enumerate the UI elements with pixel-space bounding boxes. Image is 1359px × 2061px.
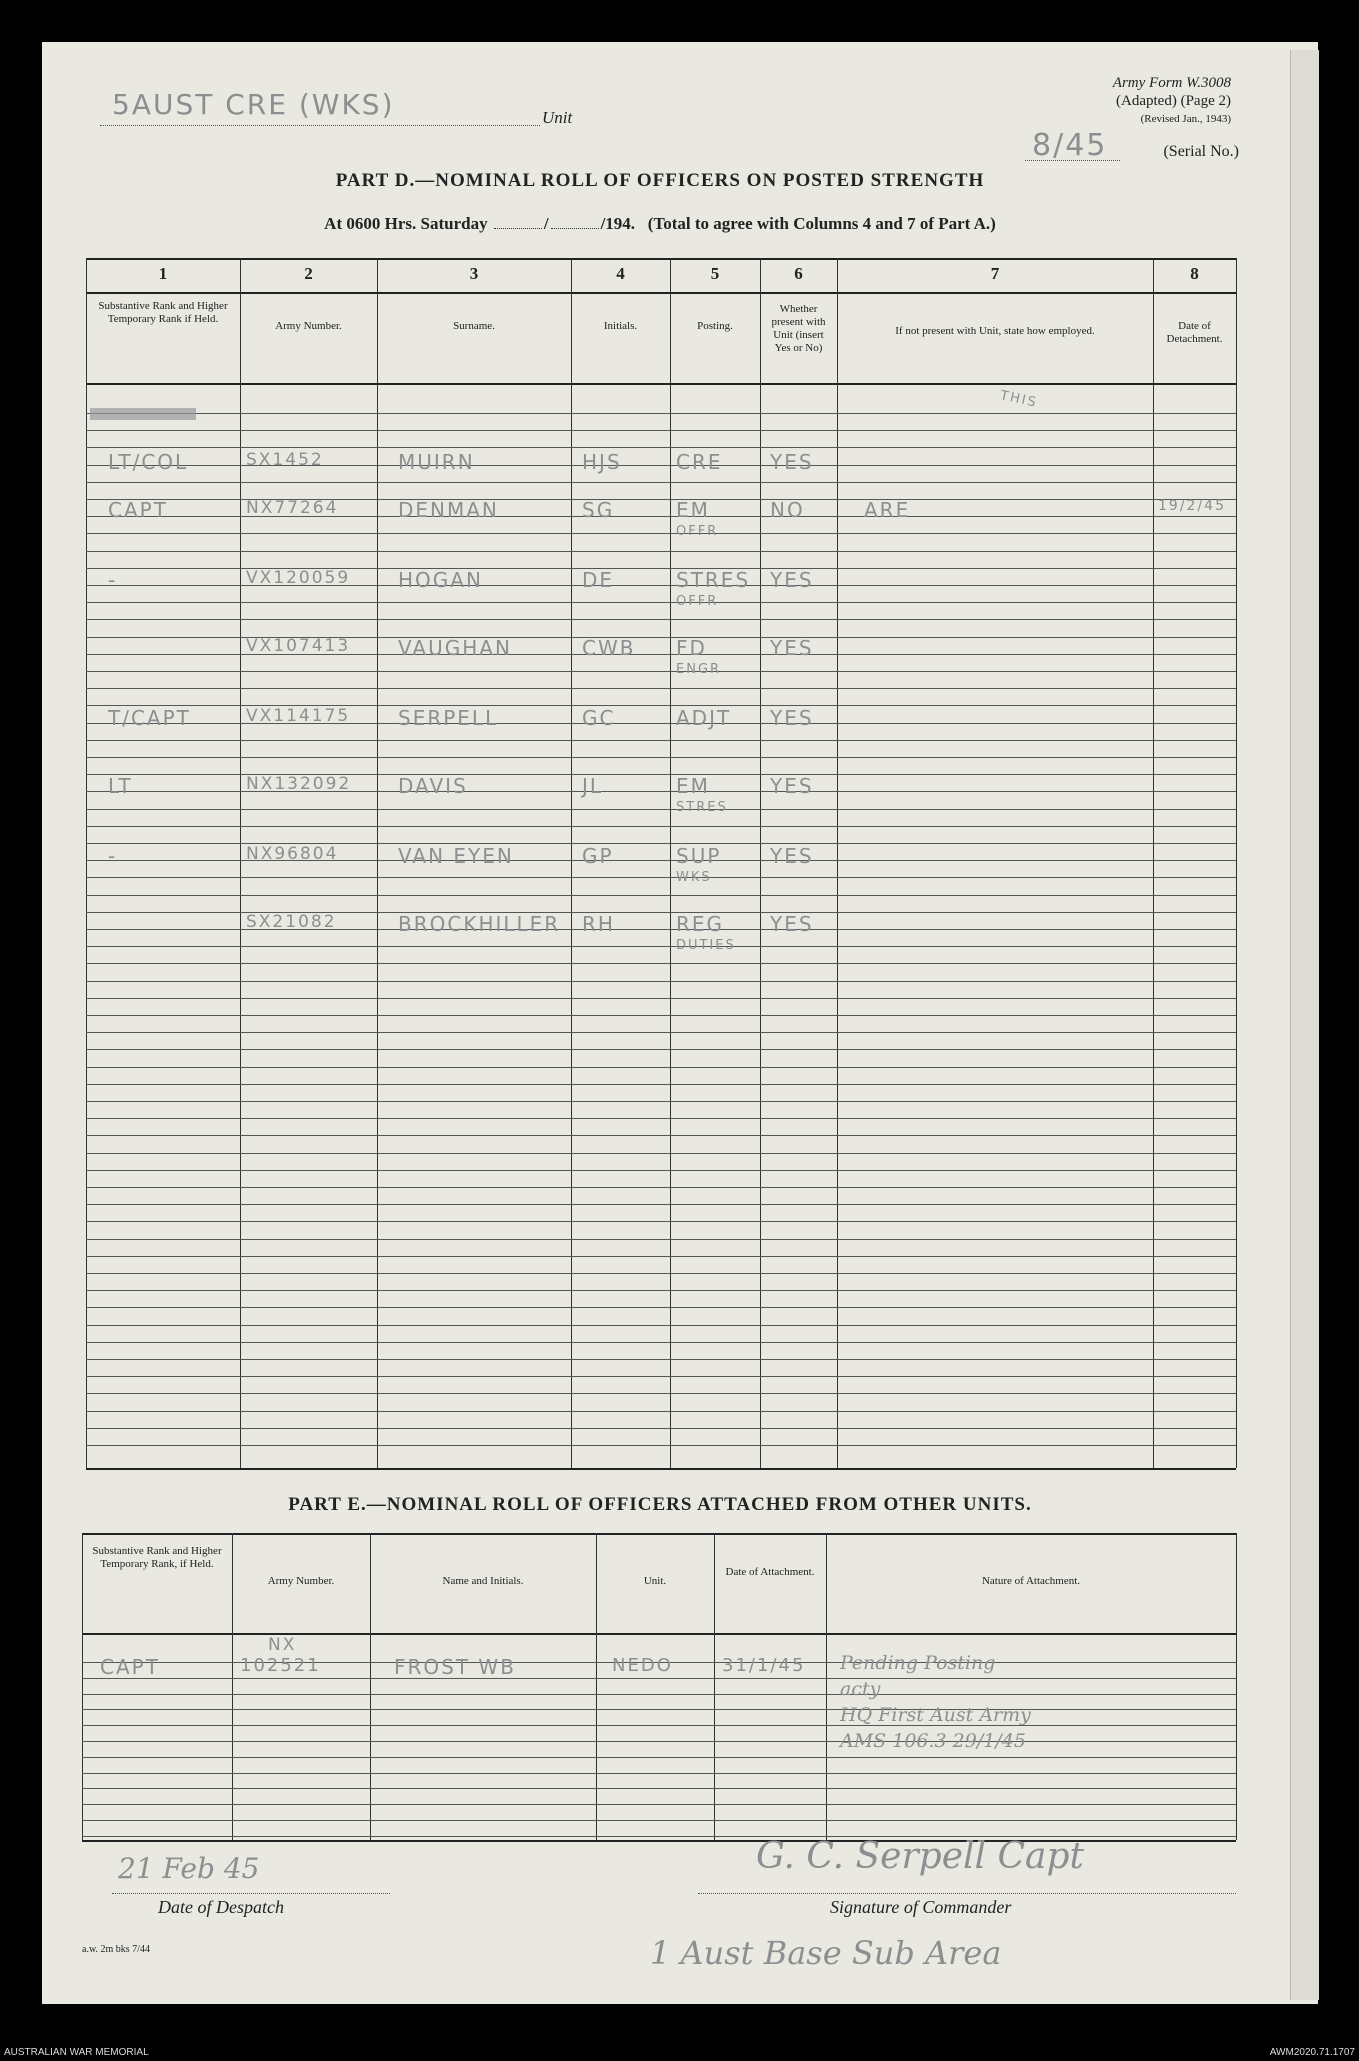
army-number-cell: VX107413: [246, 636, 351, 656]
initials-cell: CWB: [582, 636, 636, 660]
part-e-border-rule: [82, 1633, 1236, 1635]
present-cell: YES: [770, 912, 814, 936]
part-d-ruled-line: [86, 1101, 1236, 1102]
part-d-column-number: 3: [469, 264, 479, 283]
part-d-ruled-line: [86, 740, 1236, 741]
attached-rank-cell: CAPT: [100, 1655, 160, 1679]
part-e-column-line: [1236, 1533, 1237, 1840]
form-line-2: (Adapted) (Page 2): [1116, 93, 1231, 109]
army-number-cell: NX77264: [246, 498, 339, 518]
posting-cell: ADJT: [676, 706, 732, 730]
part-d-column-header: Initials.: [603, 320, 638, 332]
unit-handwritten: 5AUST CRE (WKS): [112, 88, 395, 121]
part-d-ruled-line: [86, 1118, 1236, 1119]
commander-signature: G. C. Serpell Capt: [756, 1836, 1085, 1877]
present-cell: YES: [770, 568, 814, 592]
print-reference: a.w. 2m bks 7/44: [82, 1944, 150, 1955]
part-d-column-number: 4: [616, 264, 625, 283]
part-d-ruled-line: [86, 430, 1236, 431]
detachment-date-cell: 19/2/45: [1158, 498, 1226, 514]
part-d-border-rule: [86, 258, 1236, 260]
posting-cell-line2: STRES: [676, 800, 728, 815]
army-number-cell: SX1452: [246, 450, 324, 470]
part-e-column-header: Unit.: [643, 1575, 667, 1587]
part-d-ruled-line: [86, 1256, 1236, 1257]
part-e-column-line: [232, 1533, 233, 1840]
present-cell: YES: [770, 844, 814, 868]
part-d-ruled-line: [86, 1445, 1236, 1446]
serial-dotted-line: [1025, 160, 1120, 161]
part-d-column-number: 2: [304, 264, 313, 283]
part-d-ruled-line: [86, 1170, 1236, 1171]
part-d-column-header: Date of Detachment.: [1166, 320, 1223, 345]
part-e-ruled-line: [82, 1741, 1236, 1742]
army-number-cell: VX114175: [246, 706, 351, 726]
part-d-border-rule: [86, 1468, 1236, 1470]
part-d-ruled-line: [86, 1307, 1236, 1308]
rank-cell: LT: [108, 774, 133, 798]
part-d-ruled-line: [86, 1049, 1236, 1050]
part-d-ruled-line: [86, 1067, 1236, 1068]
part-e-ruled-line: [82, 1757, 1236, 1758]
part-d-ruled-line: [86, 551, 1236, 552]
subtitle-note: (Total to agree with Columns 4 and 7 of Part A.): [647, 214, 996, 233]
archive-id: AWM2020.71.1707: [1269, 2047, 1355, 2058]
present-cell: YES: [770, 636, 814, 660]
part-d-ruled-line: [86, 963, 1236, 964]
part-e-column-header: Name and Initials.: [442, 1575, 524, 1587]
part-d-ruled-line: [86, 895, 1236, 896]
form-reference: [1113, 74, 1231, 128]
posting-cell: REG: [676, 912, 725, 936]
initials-cell: JL: [582, 774, 604, 798]
part-d-column-header: Surname.: [453, 320, 495, 332]
posting-cell: STRES: [676, 568, 751, 592]
underlying-sheet-edge: [1290, 50, 1319, 2000]
part-d-column-header: Substantive Rank and Higher Temporary Rank if Held.: [98, 300, 228, 325]
serial-label: (Serial No.): [1163, 143, 1239, 160]
part-d-ruled-line: [86, 1153, 1236, 1154]
part-e-column-line: [714, 1533, 715, 1840]
army-number-cell: VX120059: [246, 568, 351, 588]
initials-cell: DE: [582, 568, 615, 592]
part-d-column-line: [1153, 258, 1154, 1468]
part-e-ruled-line: [82, 1804, 1236, 1805]
surname-cell: DAVIS: [398, 774, 468, 798]
part-d-column-header: If not present with Unit, state how employed.: [895, 325, 1095, 337]
part-d-ruled-line: [86, 1135, 1236, 1136]
part-d-ruled-line: [86, 1032, 1236, 1033]
posting-cell-line2: DUTIES: [676, 938, 736, 953]
rank-cell: -: [108, 568, 118, 592]
part-d-column-line: [240, 258, 241, 1468]
part-d-column-number: 1: [158, 264, 168, 283]
part-d-ruled-line: [86, 482, 1236, 483]
part-e-ruled-line: [82, 1725, 1236, 1726]
part-d-ruled-line: [86, 1015, 1236, 1016]
part-d-column-line: [377, 258, 378, 1468]
part-d-ruled-line: [86, 1393, 1236, 1394]
signature-dotted-line: [698, 1893, 1236, 1894]
attached-nature-line: HQ First Aust Army: [840, 1704, 1031, 1726]
sub-area-handwritten: 1 Aust Base Sub Area: [650, 1934, 1002, 1972]
initials-cell: SG: [582, 498, 615, 522]
form-line-1: Army Form W.3008: [1112, 75, 1231, 91]
part-d-ruled-line: [86, 1376, 1236, 1377]
part-d-ruled-line: [86, 1325, 1236, 1326]
part-e-column-header: Army Number.: [267, 1575, 335, 1587]
part-e-column-line: [82, 1533, 83, 1840]
attached-number-prefix: NX: [268, 1635, 297, 1655]
part-d-ruled-line: [86, 981, 1236, 982]
attached-nature-line: AMS 106.3 29/1/45: [840, 1730, 1026, 1752]
surname-cell: MUIRN: [398, 450, 475, 474]
part-d-ruled-line: [86, 757, 1236, 758]
posting-cell: EM: [676, 774, 710, 798]
employment-cell: ARE: [864, 498, 911, 522]
part-e-column-line: [596, 1533, 597, 1840]
posting-cell-line2: WKS: [676, 870, 712, 885]
part-d-subtitle: At 0600 Hrs. Saturday / /194. (Total to agree with Columns 4 and 7 of Part A.): [324, 214, 996, 233]
part-d-title: PART D.—NOMINAL ROLL OF OFFICERS ON POSTED STRENGTH: [335, 170, 985, 191]
part-d-ruled-line: [86, 447, 1236, 448]
attached-date-cell: 31/1/45: [722, 1655, 806, 1676]
present-cell: YES: [770, 450, 814, 474]
serial-handwritten: 8/45: [1032, 128, 1108, 163]
subtitle-time: At 0600 Hrs. Saturday: [324, 214, 488, 233]
part-d-ruled-line: [86, 1239, 1236, 1240]
unit-dotted-line: [100, 125, 540, 126]
part-d-ruled-line: [86, 877, 1236, 878]
part-d-ruled-line: [86, 602, 1236, 603]
posting-cell-line2: OFFR: [676, 594, 719, 609]
part-d-ruled-line: [86, 1411, 1236, 1412]
attached-nature-line: acty: [840, 1678, 881, 1700]
part-d-ruled-line: [86, 998, 1236, 999]
present-cell: YES: [770, 774, 814, 798]
rank-cell: T/CAPT: [108, 706, 191, 730]
subtitle-year: /194.: [600, 214, 636, 233]
posting-cell: CRE: [676, 450, 723, 474]
part-e-column-header: Nature of Attachment.: [981, 1575, 1081, 1587]
part-d-ruled-line: [86, 688, 1236, 689]
surname-cell: SERPELL: [398, 706, 499, 730]
part-d-ruled-line: [86, 1084, 1236, 1085]
part-d-ruled-line: [86, 1187, 1236, 1188]
part-d-border-rule: [86, 292, 1236, 294]
part-e-column-line: [370, 1533, 371, 1840]
initials-cell: RH: [582, 912, 615, 936]
part-d-column-header: Whether present with Unit (insert Yes or No): [771, 303, 826, 354]
posting-cell: SUP: [676, 844, 722, 868]
army-number-cell: SX21082: [246, 912, 337, 932]
part-d-column-number: 6: [794, 264, 803, 283]
part-e-border-rule: [82, 1533, 1236, 1535]
struck-out-entry: [90, 408, 196, 420]
part-d-ruled-line: [86, 1221, 1236, 1222]
posting-cell: EM: [676, 498, 710, 522]
despatch-dotted-line: [112, 1893, 390, 1894]
army-number-cell: NX132092: [246, 774, 352, 794]
part-e-ruled-line: [82, 1678, 1236, 1679]
part-d-ruled-line: [86, 533, 1236, 534]
part-d-ruled-line: [86, 826, 1236, 827]
surname-cell: HOGAN: [398, 568, 483, 592]
rank-cell: CAPT: [108, 498, 168, 522]
surname-cell: DENMAN: [398, 498, 499, 522]
part-d-ruled-line: [86, 1290, 1236, 1291]
part-d-ruled-line: [86, 1428, 1236, 1429]
form-line-3: (Revised Jan., 1943): [1140, 113, 1231, 125]
part-d-ruled-line: [86, 1273, 1236, 1274]
part-d-column-number: 7: [990, 264, 1000, 283]
signature-label: Signature of Commander: [830, 1897, 1012, 1917]
part-d-column-number: 8: [1190, 264, 1199, 283]
initials-cell: GC: [582, 706, 616, 730]
part-d-column-line: [670, 258, 671, 1468]
part-e-column-header: Date of Attachment.: [725, 1566, 815, 1578]
despatch-label: Date of Despatch: [158, 1897, 284, 1917]
part-d-column-line: [571, 258, 572, 1468]
present-cell: NO: [770, 498, 805, 522]
part-d-column-header: Army Number.: [275, 320, 342, 332]
archive-name: AUSTRALIAN WAR MEMORIAL: [4, 2047, 149, 2058]
part-d-ruled-line: [86, 413, 1236, 414]
part-e-ruled-line: [82, 1694, 1236, 1695]
part-d-ruled-line: [86, 619, 1236, 620]
part-d-ruled-line: [86, 946, 1236, 947]
surname-cell: VAUGHAN: [398, 636, 512, 660]
part-d-ruled-line: [86, 671, 1236, 672]
present-cell: YES: [770, 706, 814, 730]
rank-cell: -: [108, 844, 118, 868]
archive-caption-bar: [0, 2044, 1359, 2061]
initials-cell: GP: [582, 844, 614, 868]
surname-cell: VAN EYEN: [398, 844, 514, 868]
attached-nature-line: Pending Posting: [840, 1652, 996, 1674]
attached-name-cell: FROST WB: [394, 1655, 516, 1679]
part-e-column-line: [826, 1533, 827, 1840]
despatch-date-handwritten: 21 Feb 45: [118, 1852, 260, 1885]
attached-number-cell: 102521: [240, 1655, 321, 1676]
part-d-ruled-line: [86, 1342, 1236, 1343]
attached-unit-cell: NEDO: [612, 1655, 673, 1676]
posting-cell-line2: ENGR: [676, 662, 722, 677]
part-e-ruled-line: [82, 1709, 1236, 1710]
rank-cell: LT/COL: [108, 450, 189, 474]
part-e-title: PART E.—NOMINAL ROLL OF OFFICERS ATTACHED FROM OTHER UNITS.: [288, 1494, 1032, 1515]
part-e-ruled-line: [82, 1788, 1236, 1789]
part-d-column-number: 5: [710, 264, 720, 283]
surname-cell: BROCKHILLER: [398, 912, 561, 936]
part-d-column-line: [760, 258, 761, 1468]
initials-cell: HJS: [582, 450, 622, 474]
part-d-ruled-line: [86, 1359, 1236, 1360]
part-e-ruled-line: [82, 1773, 1236, 1774]
part-d-ruled-line: [86, 1204, 1236, 1205]
part-d-ruled-line: [86, 809, 1236, 810]
part-d-column-header: Posting.: [697, 320, 733, 332]
part-d-column-line: [1236, 258, 1237, 1468]
posting-cell: FD: [676, 636, 707, 660]
army-number-cell: NX96804: [246, 844, 339, 864]
part-d-border-rule: [86, 383, 1236, 385]
part-d-column-line: [837, 258, 838, 1468]
part-e-ruled-line: [82, 1820, 1236, 1821]
part-e-column-header: Substantive Rank and Higher Temporary Rank, if Held.: [92, 1545, 222, 1570]
posting-cell-line2: OFFR: [676, 524, 719, 539]
stray-handwritten-mark: THIS: [998, 388, 1039, 411]
part-d-column-line: [86, 258, 87, 1468]
unit-label: Unit: [542, 108, 573, 127]
